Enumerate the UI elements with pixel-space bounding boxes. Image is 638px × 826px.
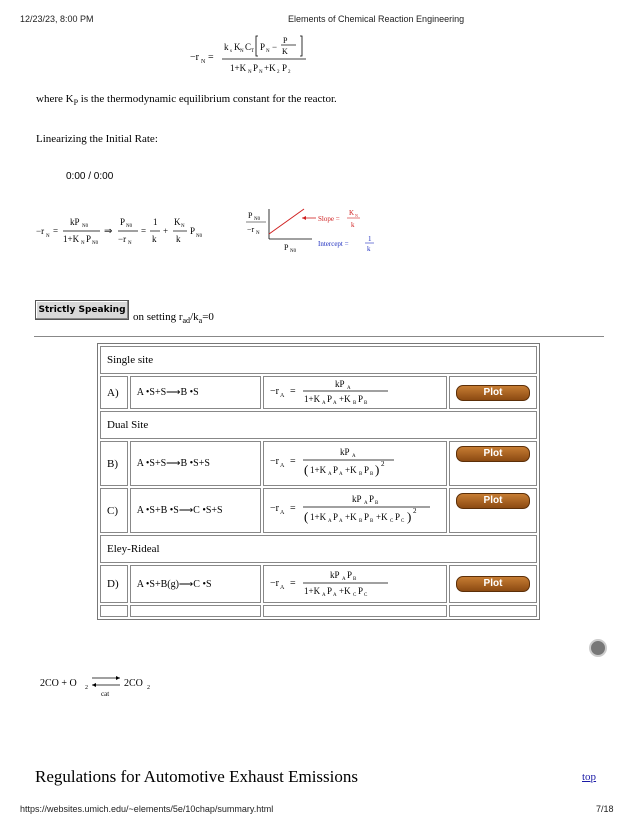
svg-text:+K: +K: [338, 585, 351, 596]
svg-text:A: A: [338, 519, 343, 524]
svg-text:−r: −r: [36, 226, 45, 236]
rate-law-cell: [263, 376, 447, 409]
svg-text:N0: N0: [290, 249, 297, 254]
svg-text:1+K: 1+K: [230, 63, 247, 73]
svg-text:1+K: 1+K: [309, 465, 327, 475]
svg-text:P: P: [253, 63, 259, 73]
svg-text:+K: +K: [338, 394, 351, 404]
svg-text:N: N: [201, 59, 206, 65]
kp-note-post: is the thermodynamic equilibrium constant for the reactor.: [78, 93, 337, 105]
row-label: D): [100, 565, 128, 603]
co-oxidation-reaction: [38, 668, 158, 706]
svg-text:A: A: [341, 576, 346, 582]
slope-label: Slope =: [318, 215, 340, 223]
svg-text:kP: kP: [339, 447, 350, 457]
section-row-dual: [100, 411, 537, 439]
svg-text:N0: N0: [82, 224, 89, 229]
svg-text:1+K: 1+K: [303, 394, 321, 404]
svg-text:A: A: [321, 592, 326, 598]
rate-law-d: [270, 568, 420, 598]
svg-text:P: P: [368, 494, 374, 504]
svg-text:kP: kP: [70, 217, 80, 227]
svg-text:A: A: [363, 501, 368, 506]
svg-text:⇒: ⇒: [104, 226, 113, 237]
svg-text:1: 1: [368, 235, 372, 243]
svg-text:P: P: [363, 465, 369, 475]
svg-text:K: K: [349, 209, 355, 217]
reaction-cell: A •S+B •S⟶C •S+S: [130, 488, 261, 533]
rate-law-b: [270, 445, 420, 479]
svg-text:2: 2: [85, 685, 88, 691]
svg-text:P: P: [332, 512, 338, 522]
svg-text:kP: kP: [351, 494, 362, 504]
rate-equation-equilibrium-svg: [190, 30, 320, 78]
svg-text:N0: N0: [92, 241, 99, 246]
scroll-control-icon[interactable]: [589, 639, 607, 657]
svg-text:s: s: [230, 49, 232, 54]
svg-text:P: P: [283, 36, 288, 45]
svg-text:T: T: [251, 49, 255, 54]
svg-text:N0: N0: [196, 234, 203, 239]
section-title: Regulations for Automotive Exhaust Emissions: [35, 767, 358, 786]
svg-text:A: A: [279, 510, 285, 516]
svg-text:k: k: [224, 42, 229, 52]
svg-text:=: =: [53, 226, 59, 236]
empty-cell: [263, 605, 447, 617]
svg-text:C: C: [245, 42, 252, 52]
svg-text:P: P: [260, 42, 266, 52]
print-url: https://websites.umich.edu/~elements/5e/10chap/summary.html: [20, 804, 274, 814]
svg-text:A: A: [332, 592, 337, 598]
rate-equation-equilibrium: [190, 30, 320, 78]
svg-text:kP: kP: [329, 569, 340, 580]
row-label: C): [100, 488, 128, 533]
svg-text:kP: kP: [334, 379, 345, 389]
svg-text:=: =: [289, 456, 296, 467]
linearized-plot-svg: [244, 205, 384, 257]
svg-text:C: C: [363, 592, 368, 598]
reaction-cell: A •S+S⟶B •S: [130, 376, 261, 409]
svg-text:2: 2: [288, 70, 291, 75]
rate-law-cell: [263, 565, 447, 603]
svg-text:B: B: [352, 576, 357, 582]
linearized-equation: [36, 210, 216, 250]
reaction-cat: cat: [101, 690, 110, 698]
svg-text:N: N: [259, 70, 263, 75]
setting-mid: /k: [190, 311, 199, 323]
table-row: [100, 376, 537, 409]
svg-text:): ): [406, 509, 412, 524]
svg-text:=: =: [289, 503, 296, 514]
reaction-cell: A •S+B(g)⟶C •S: [130, 565, 261, 603]
mechanism-table: [97, 343, 540, 620]
svg-text:N: N: [240, 49, 244, 54]
horizontal-rule: [34, 336, 604, 337]
empty-cell: [130, 605, 261, 617]
svg-text:−r: −r: [190, 52, 199, 63]
plot-button-a[interactable]: Plot: [456, 385, 530, 401]
svg-text:A: A: [351, 454, 356, 459]
linearizing-heading: Linearizing the Initial Rate:: [36, 133, 158, 145]
plot-cell: [449, 488, 537, 533]
svg-text:P: P: [346, 569, 352, 580]
svg-text:K: K: [174, 217, 181, 227]
rate-law-c: [270, 492, 440, 526]
section-single-site: Single site: [100, 346, 537, 374]
plot-button-b[interactable]: Plot: [456, 446, 530, 462]
svg-text:(: (: [303, 462, 309, 477]
svg-text:B: B: [374, 501, 379, 506]
svg-text:): ): [374, 462, 380, 477]
svg-text:B: B: [363, 401, 368, 405]
svg-text:A: A: [321, 401, 326, 405]
svg-text:k: k: [176, 234, 181, 244]
svg-text:P: P: [326, 394, 332, 404]
rate-law-cell: [263, 488, 447, 533]
svg-text:A: A: [338, 472, 343, 477]
kp-note: [36, 93, 337, 107]
kp-note-sub: P: [73, 98, 79, 108]
svg-text:P: P: [86, 234, 92, 244]
svg-text:−r: −r: [269, 386, 279, 397]
svg-text:1+K: 1+K: [309, 512, 327, 522]
svg-text:2: 2: [380, 460, 385, 468]
svg-text:P: P: [394, 512, 400, 522]
svg-text:N: N: [355, 213, 358, 218]
table-row: [100, 488, 537, 533]
svg-text:C: C: [389, 519, 394, 524]
svg-text:k: k: [351, 221, 355, 229]
section-row-eley: [100, 535, 537, 563]
section-eley-rideal: Eley-Rideal: [100, 535, 537, 563]
svg-text:2: 2: [147, 685, 150, 691]
plot-x-label: P: [284, 243, 289, 252]
svg-text:B: B: [358, 519, 363, 524]
table-row: [100, 565, 537, 603]
svg-text:−: −: [272, 42, 278, 52]
svg-text:k: k: [367, 245, 371, 253]
section-row-single: [100, 346, 537, 374]
svg-text:=: =: [289, 577, 296, 589]
svg-text:−r: −r: [269, 503, 279, 514]
svg-text:+K: +K: [264, 63, 276, 73]
rate-law-a: [270, 377, 420, 405]
svg-text:A: A: [346, 386, 351, 391]
media-time[interactable]: 0:00 / 0:00: [66, 171, 114, 182]
section-dual-site: Dual Site: [100, 411, 537, 439]
svg-text:P: P: [282, 63, 288, 73]
svg-text:P: P: [120, 217, 126, 227]
svg-text:P: P: [332, 465, 338, 475]
plot-button-d[interactable]: Plot: [456, 576, 530, 592]
print-page-number: 7/18: [596, 804, 614, 814]
svg-text:(: (: [303, 509, 309, 524]
reaction-cell: A •S+S⟶B •S+S: [130, 441, 261, 486]
print-timestamp: 12/23/23, 8:00 PM: [20, 14, 94, 24]
setting-note: [133, 311, 214, 325]
linearized-equation-svg: [36, 210, 216, 250]
empty-cell: [449, 605, 537, 617]
svg-text:N: N: [81, 241, 85, 246]
plot-cell: [449, 376, 537, 409]
svg-text:B: B: [358, 472, 363, 477]
row-label: A): [100, 376, 128, 409]
svg-text:−r: −r: [118, 234, 127, 244]
svg-text:K: K: [234, 42, 241, 52]
svg-text:P: P: [190, 226, 196, 236]
table-row-empty: [100, 605, 537, 617]
svg-text:B: B: [369, 519, 374, 524]
svg-text:N: N: [266, 49, 270, 54]
svg-text:1+K: 1+K: [303, 585, 321, 596]
svg-text:P: P: [357, 394, 363, 404]
svg-text:P: P: [326, 585, 332, 596]
plot-cell: [449, 565, 537, 603]
svg-text:B: B: [369, 472, 374, 477]
reaction-left: 2CO + O: [40, 678, 77, 689]
strictly-speaking-button[interactable]: Strictly Speaking: [35, 300, 129, 320]
svg-text:N: N: [46, 234, 50, 239]
rate-law-cell: [263, 441, 447, 486]
intercept-label: Intercept =: [318, 240, 349, 248]
svg-text:1: 1: [153, 217, 158, 227]
linearized-plot: [244, 205, 384, 257]
svg-text:+K: +K: [344, 465, 357, 475]
svg-text:+: +: [163, 226, 169, 236]
svg-text:+K: +K: [375, 512, 388, 522]
svg-text:k: k: [152, 234, 157, 244]
setting-sub-a: a: [198, 316, 203, 326]
top-link[interactable]: top: [582, 771, 597, 783]
empty-cell: [100, 605, 128, 617]
plot-button-c[interactable]: Plot: [456, 493, 530, 509]
svg-text:=: =: [141, 226, 147, 236]
svg-text:N: N: [248, 70, 252, 75]
table-row: [100, 441, 537, 486]
svg-text:N0: N0: [254, 217, 261, 222]
setting-pre: on setting r: [133, 311, 183, 323]
print-title: Elements of Chemical Reaction Engineering: [288, 14, 465, 24]
svg-text:2: 2: [412, 507, 417, 515]
svg-text:+K: +K: [344, 512, 357, 522]
co-oxidation-svg: [38, 668, 158, 706]
svg-text:=: =: [208, 52, 214, 63]
svg-text:P: P: [357, 585, 363, 596]
svg-text:N: N: [128, 241, 132, 246]
svg-text:N0: N0: [126, 224, 133, 229]
svg-text:N: N: [256, 231, 260, 236]
svg-text:C: C: [352, 592, 357, 598]
svg-text:N: N: [181, 224, 185, 229]
svg-text:−r: −r: [269, 456, 279, 467]
svg-text:A: A: [327, 472, 332, 477]
svg-text:A: A: [332, 401, 337, 405]
svg-text:A: A: [327, 519, 332, 524]
svg-text:A: A: [279, 463, 285, 469]
svg-text:1+K: 1+K: [63, 234, 80, 244]
svg-text:B: B: [352, 401, 357, 405]
svg-text:=: =: [289, 386, 296, 397]
svg-text:2: 2: [277, 70, 280, 75]
plot-line: [269, 209, 304, 234]
svg-text:C: C: [400, 519, 405, 524]
setting-post: =0: [202, 311, 214, 323]
svg-text:P: P: [363, 512, 369, 522]
svg-text:K: K: [282, 47, 288, 56]
svg-text:A: A: [279, 393, 285, 399]
svg-text:P: P: [248, 211, 253, 220]
row-label: B): [100, 441, 128, 486]
reaction-right: 2CO: [124, 678, 143, 689]
plot-cell: [449, 441, 537, 486]
svg-text:−r: −r: [269, 577, 279, 589]
svg-text:A: A: [279, 584, 285, 591]
setting-sub-ad: ad: [182, 316, 191, 326]
kp-note-pre: where K: [36, 93, 74, 105]
svg-text:−r: −r: [247, 225, 255, 234]
